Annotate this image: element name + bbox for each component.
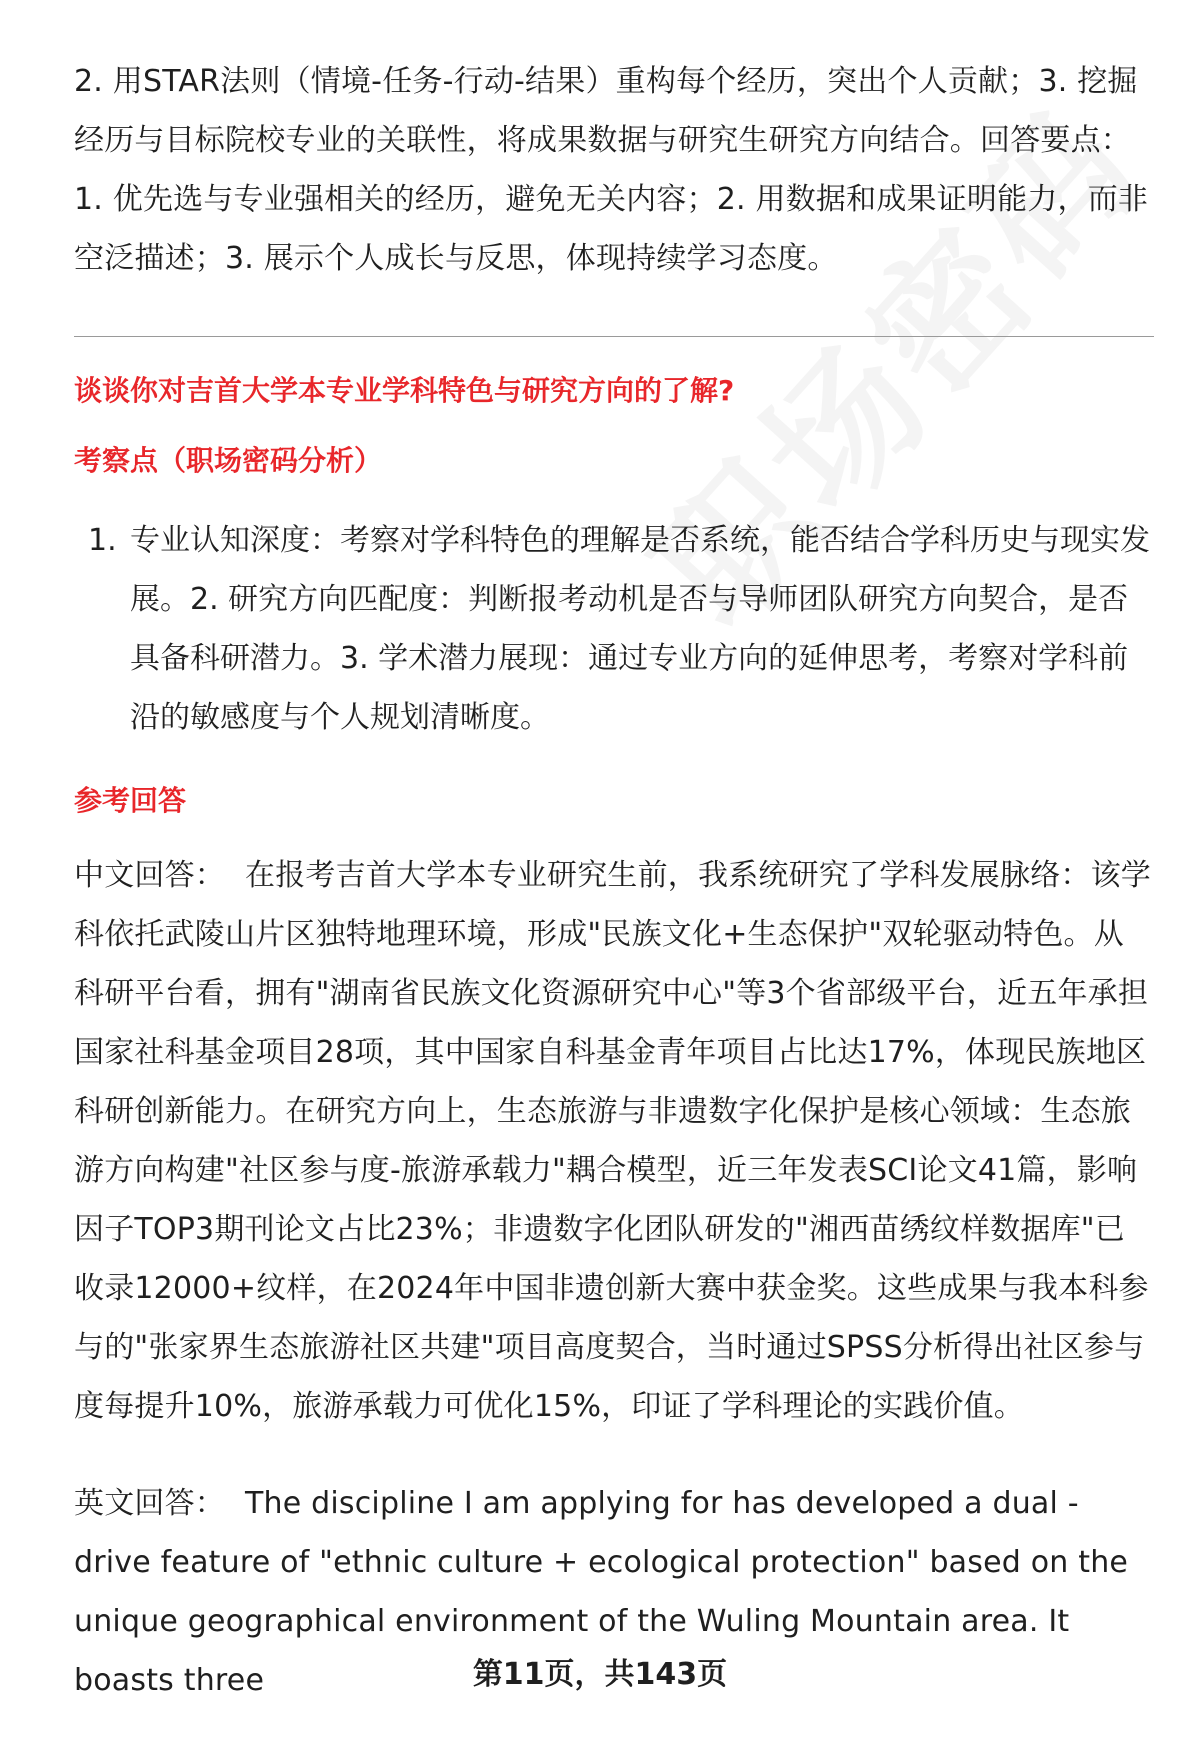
english-answer-label: 英文回答： (74, 1486, 225, 1521)
reference-answer-heading: 参考回答 (74, 784, 187, 817)
list-item (88, 511, 1154, 747)
page-indicator: 第11页，共143页 (472, 1657, 728, 1692)
list-item-text: 专业认知深度：考察对学科特色的理解是否系统，能否结合学科历史与现实发展。2. 研究方向匹配度：判断报考动机是否与导师团队研究方向契合，是否具备科研潜力。3. 学术潜力展现：通过专业方向的延伸思考，考察对学科前沿的敏感度与个人规划清晰度。 (130, 523, 1150, 735)
exam-points-list (88, 511, 1154, 747)
chinese-answer-paragraph (74, 846, 1154, 1436)
intro-paragraph: 2. 用STAR法则（情境-任务-行动-结果）重构每个经历，突出个人贡献；3. 挖掘经历与目标院校专业的关联性，将成果数据与研究生研究方向结合。回答要点：1. 优先选与专业强相关的经历，避免无关内容；2. 用数据和成果证明能力，而非空泛描述；3. 展示个人成长与反思，体现持续学习态度。 (74, 64, 1149, 276)
document-page (74, 0, 1154, 1755)
exam-points-heading: 考察点（职场密码分析） (74, 444, 383, 477)
list-item-number: 1. (88, 523, 117, 558)
question-heading: 谈谈你对吉首大学本专业学科特色与研究方向的了解? (74, 374, 735, 407)
chinese-answer-label: 中文回答： (74, 858, 225, 893)
chinese-answer-text: 在报考吉首大学本专业研究生前，我系统研究了学科发展脉络：该学科依托武陵山片区独特地理环境，形成"民族文化+生态保护"双轮驱动特色。从科研平台看，拥有"湖南省民族文化资源研究中心"等3个省部级平台，近五年承担国家社科基金项目28项，其中国家自科基金青年项目占比达17%，体现民族地区科研创新能力。在研究方向上，生态旅游与非遗数字化保护是核心领域：生态旅游方向构建"社区参与度-旅游承载力"耦合模型，近三年发表SCI论文41篇，影响因子TOP3期刊论文占比23%；非遗数字化团队研发的"湘西苗绣纹样数据库"已收录12000+纹样，在2024年中国非遗创新大赛中获金奖。这些成果与我本科参与的"张家界生态旅游社区共建"项目高度契合，当时通过SPSS分析得出社区参与度每提升10%，旅游承载力可优化15%，印证了学科理论的实践价值。 (74, 858, 1151, 1424)
english-answer-text: The discipline I am applying for has developed a dual - drive feature of "ethnic culture + ecological protection" based on the unique geographical environment of the Wuling Mountain area. It boasts three (74, 1486, 1129, 1698)
section-divider (74, 336, 1154, 337)
